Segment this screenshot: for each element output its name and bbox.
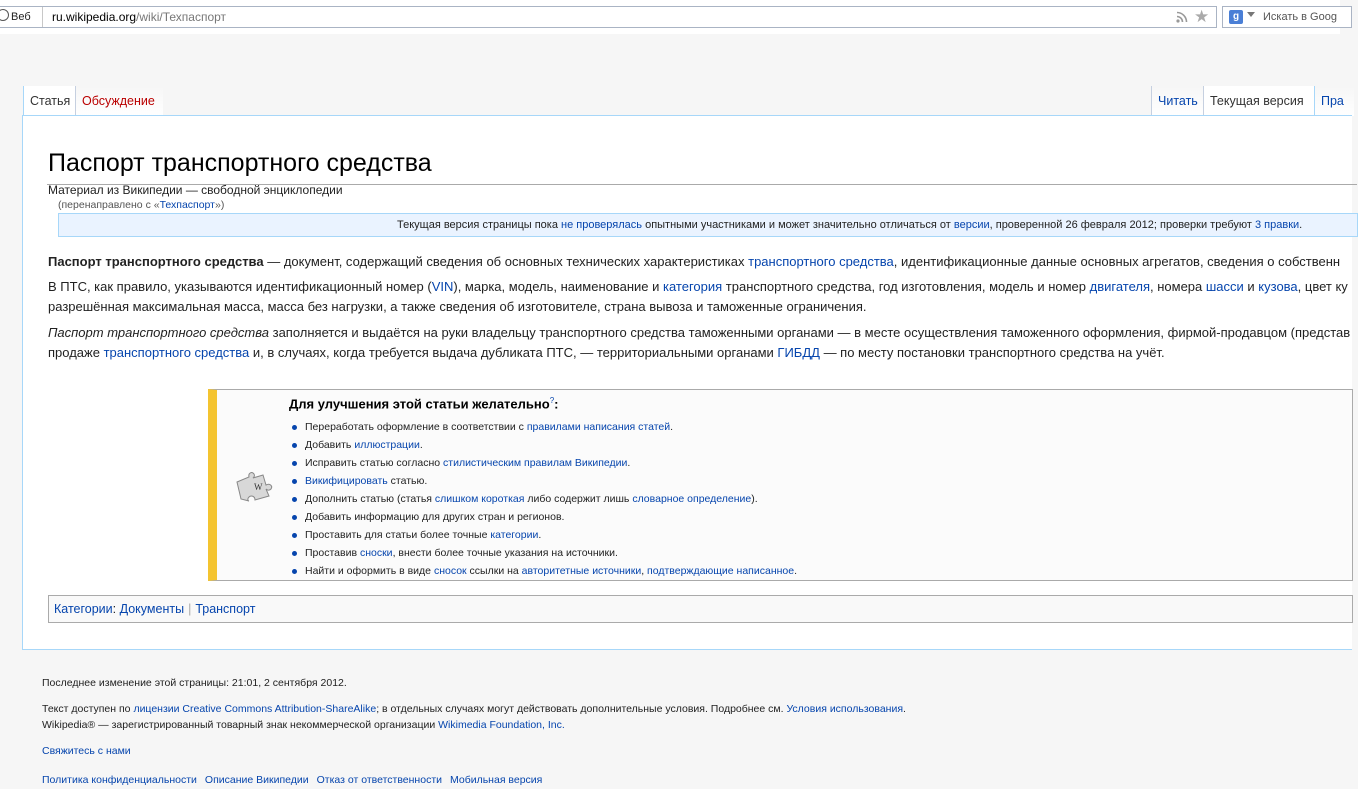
text: заполняется и выдаётся на руки владельцу транспортного средства таможенными органами — в месте осуществления таможенного оформления, фирмой-продавцом (представ (269, 325, 1351, 340)
text: и (1243, 279, 1259, 294)
url-text[interactable] (52, 7, 226, 27)
footnotes-link[interactable]: сноски (359, 547, 393, 559)
flagged-text: . (1299, 219, 1303, 231)
flagged-text: , проверенной 26 февраля 2012; проверки требуют (989, 219, 1255, 231)
text: ; в отдельных случаях могут действовать дополнительные условия. Подробнее см. (376, 703, 787, 715)
text: транспортного средства, год изготовления, модель и номер (722, 279, 1090, 294)
license-link[interactable]: лицензии Creative Commons Attribution-ShareAlike (133, 703, 377, 715)
illustrations-link[interactable]: иллюстрации (354, 439, 420, 451)
list-item (289, 562, 797, 580)
list-item (289, 490, 797, 508)
vehicle-link[interactable]: транспортного средства (103, 344, 250, 360)
chassis-link[interactable]: шасси (1205, 279, 1244, 294)
ambox-title-text: Для улучшения этой статьи желательно (289, 396, 550, 412)
text: ). (751, 493, 758, 505)
list-item (289, 472, 797, 490)
text: продаже (48, 344, 104, 360)
tab-read[interactable]: Читать (1151, 86, 1203, 116)
reliable-sources-link[interactable]: авторитетные источники (521, 565, 642, 577)
text: . (538, 529, 542, 541)
redirect-link[interactable]: Техпаспорт (159, 199, 215, 211)
about-link[interactable]: Описание Википедии (204, 774, 309, 786)
paragraph-3 (48, 323, 1350, 362)
list-item (289, 544, 797, 562)
terms-of-use-link[interactable]: Условия использования (786, 703, 904, 715)
text: , номера (1150, 279, 1206, 294)
site-subtitle: Материал из Википедии — свободной энциклопедии (48, 183, 343, 197)
help-link[interactable]: ? (549, 396, 555, 405)
reviewed-version-link[interactable]: версии (953, 219, 990, 231)
url-host: ru.wikipedia.org (52, 10, 137, 24)
footnotes-link[interactable]: сносок (433, 565, 467, 577)
category-transport-link[interactable]: Транспорт (195, 602, 256, 616)
text: ), марка, модель, наименование и (453, 279, 663, 294)
ambox-title (289, 396, 558, 411)
text: , цвет ку (1297, 279, 1348, 294)
pending-edits-link[interactable]: 3 правки (1255, 219, 1300, 231)
text: — документ, содержащий сведения об основных технических характеристиках (263, 254, 749, 269)
separator: | (188, 602, 192, 616)
text: Найти и оформить в виде (305, 565, 434, 577)
text: Проставить для статьи более точные (305, 529, 491, 541)
text: Переработать оформление в соответствии с (305, 421, 527, 433)
text: Добавить информацию для других стран и регионов. (305, 511, 565, 523)
colon: : (112, 602, 117, 616)
text: , идентификационные данные основных агрегатов, сведения о собственн (893, 254, 1341, 269)
text: . (627, 457, 631, 469)
improvement-notice-box (208, 389, 1353, 581)
italic-term: Паспорт транспортного средства (48, 325, 269, 340)
last-modified: Последнее изменение этой страницы: 21:01, 2 сентября 2012. (42, 677, 347, 689)
flagged-text: опытными участниками и может значительно отличаться от (642, 219, 954, 231)
engine-link[interactable]: двигателя (1089, 279, 1150, 294)
flagged-text: Текущая версия страницы пока (397, 219, 562, 231)
stylistic-rules-link[interactable]: стилистическим правилам Википедии (443, 457, 628, 469)
list-item (289, 508, 797, 526)
list-item (289, 454, 797, 472)
redirect-suffix: ») (214, 199, 225, 211)
text: — по месту постановки транспортного средства на учёт. (819, 344, 1165, 360)
category-documents-link[interactable]: Документы (119, 602, 185, 616)
article-content (22, 115, 1352, 650)
category-link[interactable]: категория (663, 279, 723, 294)
bold-term: Паспорт транспортного средства (48, 254, 264, 269)
disclaimers-link[interactable]: Отказ от ответственности (316, 774, 442, 786)
trademark-text (42, 719, 565, 731)
chevron-down-icon[interactable] (1247, 12, 1255, 17)
text: Проставив (305, 547, 360, 559)
text: . (794, 565, 798, 577)
flagged-revision-notice (58, 213, 1358, 237)
paragraph-1 (48, 252, 1340, 272)
tab-edit[interactable]: Пра (1314, 86, 1354, 116)
svg-text:W: W (254, 482, 263, 492)
dictionary-definition-link[interactable]: словарное определение (632, 493, 752, 505)
web-badge-label: Веб (11, 11, 31, 23)
improvement-list (289, 418, 797, 580)
too-short-link[interactable]: слишком короткая (434, 493, 525, 505)
list-item (289, 436, 797, 454)
bookmark-star-icon[interactable]: ★ (1194, 7, 1210, 26)
license-text (42, 703, 906, 715)
text: Добавить (305, 439, 355, 451)
redirect-prefix: (перенаправлено с « (58, 199, 160, 211)
wikify-link[interactable]: Викифицировать (305, 475, 388, 487)
text: , (641, 565, 648, 577)
text: , внести более точные указания на источники. (392, 547, 618, 559)
vehicle-link[interactable]: транспортного средства (748, 254, 894, 269)
redirect-note (58, 199, 224, 211)
text: Wikipedia® — зарегистрированный товарный знак некоммерческой организации (42, 719, 439, 731)
text: Дополнить статью (статья (305, 493, 435, 505)
mobile-view-link[interactable]: Мобильная версия (450, 774, 543, 786)
paragraph-2 (48, 277, 1348, 316)
wikimedia-foundation-link[interactable]: Wikimedia Foundation, Inc. (438, 719, 565, 731)
search-box[interactable] (1222, 6, 1352, 28)
rss-icon[interactable] (1176, 11, 1188, 23)
list-item (289, 526, 797, 544)
body-link[interactable]: кузова (1258, 279, 1298, 294)
web-badge[interactable] (0, 7, 43, 27)
url-path: /wiki/Техпаспорт (136, 10, 227, 24)
category-links (48, 595, 1353, 623)
text: В ПТС, как правило, указываются идентификационный номер ( (48, 279, 432, 294)
vin-link[interactable]: VIN (431, 279, 454, 294)
browser-toolbar (0, 0, 1340, 34)
tab-current-version[interactable]: Текущая версия (1203, 86, 1314, 116)
puzzle-piece-icon (233, 468, 277, 502)
gibdd-link[interactable]: ГИБДД (777, 344, 820, 360)
globe-icon (0, 9, 9, 21)
privacy-policy-link[interactable]: Политика конфиденциальности (42, 774, 197, 786)
categories-link[interactable]: категории (490, 529, 539, 541)
tab-talk[interactable]: Обсуждение (75, 86, 163, 116)
footer-places (42, 774, 550, 786)
text: Исправить статью согласно (305, 457, 444, 469)
text: статью. (387, 475, 428, 487)
text: Текст доступен по (42, 703, 134, 715)
text: . (419, 439, 423, 451)
contact-us-link[interactable]: Свяжитесь с нами (42, 745, 131, 757)
list-item (289, 418, 797, 436)
text: . (903, 703, 906, 715)
address-bar[interactable] (0, 6, 1217, 28)
google-icon[interactable]: g (1229, 10, 1243, 24)
text: разрешённая максимальная масса, масса без нагрузки, а также сведения об изготовителе, страна вывоза и таможенные ограничения. (48, 298, 867, 314)
style-guide-link[interactable]: правилами написания статей (526, 421, 671, 433)
categories-label-link[interactable]: Категории (54, 602, 113, 616)
text: . (670, 421, 674, 433)
unreviewed-link[interactable]: не проверялась (561, 219, 643, 231)
contact-row (42, 745, 131, 757)
text: и, в случаях, когда требуется выдача дубликата ПТС, — территориальными органами (249, 344, 778, 360)
text: ссылки на (466, 565, 522, 577)
ambox-title-colon: : (554, 396, 559, 412)
tab-article[interactable]: Статья (23, 86, 75, 116)
text: либо содержит лишь (524, 493, 633, 505)
search-input[interactable]: Искать в Goog (1263, 11, 1337, 23)
page-title: Паспорт транспортного средства (48, 149, 432, 177)
verifiability-link[interactable]: подтверждающие написанное (647, 565, 795, 577)
